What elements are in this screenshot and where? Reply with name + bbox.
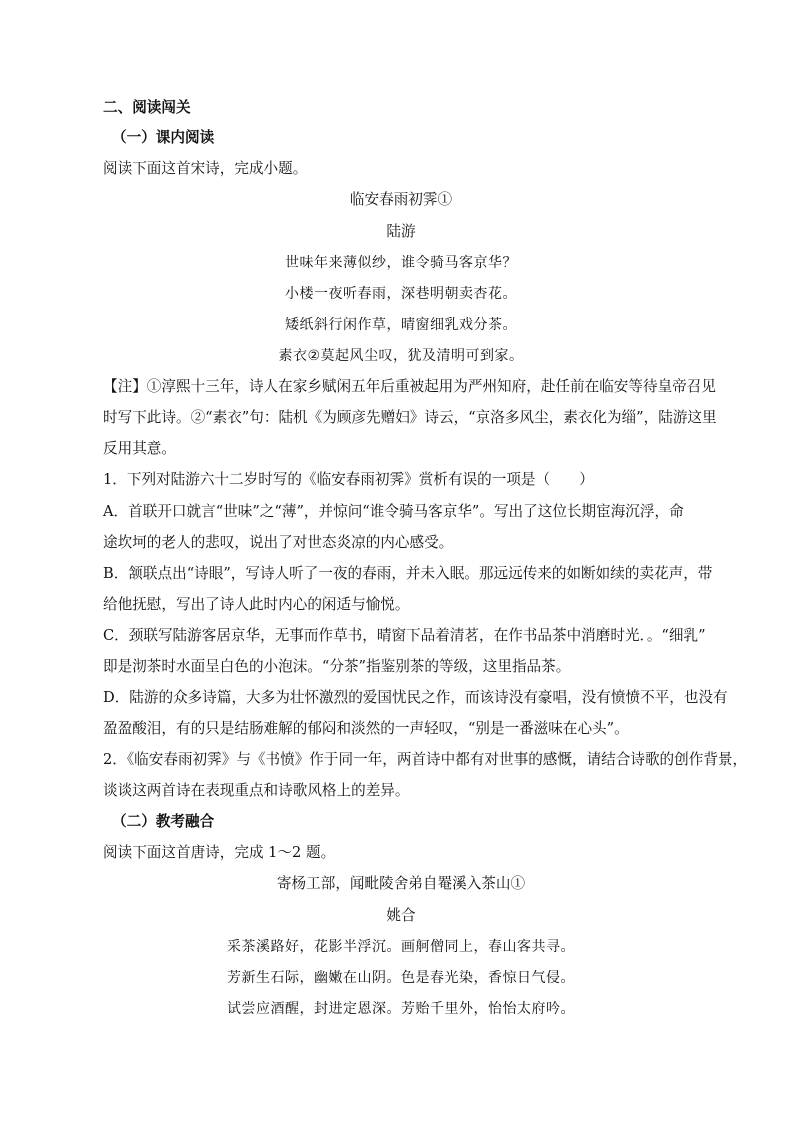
question-1-option-c-cont: 即是沏茶时水面呈白色的小泡沫。“分茶”指鉴别茶的等级，这里指品茶。	[103, 658, 571, 675]
poem1-line: 世味年来薄似纱，谁令骑马客京华？	[285, 255, 517, 271]
poem1-line: 素衣②莫起风尘叹，犹及清明可到家。	[278, 348, 524, 364]
poem2-title: 寄杨工部，闻毗陵舍弟自罨溪入茶山①	[276, 875, 526, 892]
question-1-option-b-cont: 给他抚慰，写出了诗人此时内心的闲适与愉悦。	[103, 596, 410, 613]
poem2-line: 芳新生石际，幽嫩在山阴。色是春光染，香惊日气侵。	[227, 970, 575, 986]
note-line: 【注】①淳熙十三年，诗人在家乡赋闲五年后重被起用为严州知府，赴任前在临安等待皇帝召见	[103, 378, 716, 395]
question-2-cont: 谈谈这两首诗在表现重点和诗歌风格上的差异。	[103, 782, 410, 799]
poem2-author: 姚合	[386, 907, 416, 924]
poem2-line: 试尝应酒醒，封进定恩深。芳贻千里外，怡怡太府吟。	[227, 1001, 575, 1017]
question-2: 2．《临安春雨初霁》与《书愤》作于同一年，两首诗中都有对世事的感慨，请结合诗歌的创作背景，	[103, 751, 748, 768]
poem1-line: 矮纸斜行闲作草，晴窗细乳戏分茶。	[285, 317, 517, 333]
poem1-author: 陆游	[386, 223, 416, 240]
question-1-option-b: B．颔联点出“诗眼”，写诗人听了一夜的春雨，并未入眠。那远远传来的如断如续的卖花声，带	[103, 565, 713, 582]
question-1-option-d-cont: 盈盈酸泪，有的只是结肠难解的郁闷和淡然的一声轻叹，“别是一番滋味在心头”。	[103, 720, 629, 737]
question-1-option-a: A．首联开口就言“世味”之“薄”，并惊问“谁令骑马客京华”。写出了这位长期宦海沉浮，命	[103, 503, 684, 520]
part2-heading: （二）教考融合	[112, 813, 215, 830]
poem1-title: 临安春雨初霁①	[349, 191, 453, 208]
part2-instruction: 阅读下面这首唐诗，完成 1～2 题。	[103, 844, 336, 861]
part1-instruction: 阅读下面这首宋诗，完成小题。	[103, 160, 308, 177]
question-1-option-c: C．颈联写陆游客居京华，无事而作草书，晴窗下品着清茗，在作书品茶中消磨时光．。“细乳”	[103, 627, 706, 644]
question-1-option-a-cont: 途坎坷的老人的悲叹，说出了对世态炎凉的内心感受。	[103, 534, 454, 551]
poem1-line: 小楼一夜听春雨，深巷明朝卖杏花。	[285, 286, 517, 302]
note-line: 反用其意。	[103, 440, 176, 457]
note-line: 时写下此诗。②“素衣”句：陆机《为顾彦先赠妇》诗云，“京洛多风尘，素衣化为缁”，陆游这里	[103, 409, 717, 426]
question-1-option-d: D．陆游的众多诗篇，大多为壮怀激烈的爱国忧民之作，而该诗没有豪唱，没有愤愤不平，也没有	[103, 689, 728, 706]
poem2-line: 采茶溪路好，花影半浮沉。画舸僧同上，春山客共寻。	[227, 939, 575, 955]
section-title: 二、阅读闯关	[103, 99, 191, 116]
part1-heading: （一）课内阅读	[112, 129, 215, 146]
question-1-stem: 1．下列对陆游六十二岁时写的《临安春雨初霁》赏析有误的一项是（ ）	[103, 471, 594, 488]
